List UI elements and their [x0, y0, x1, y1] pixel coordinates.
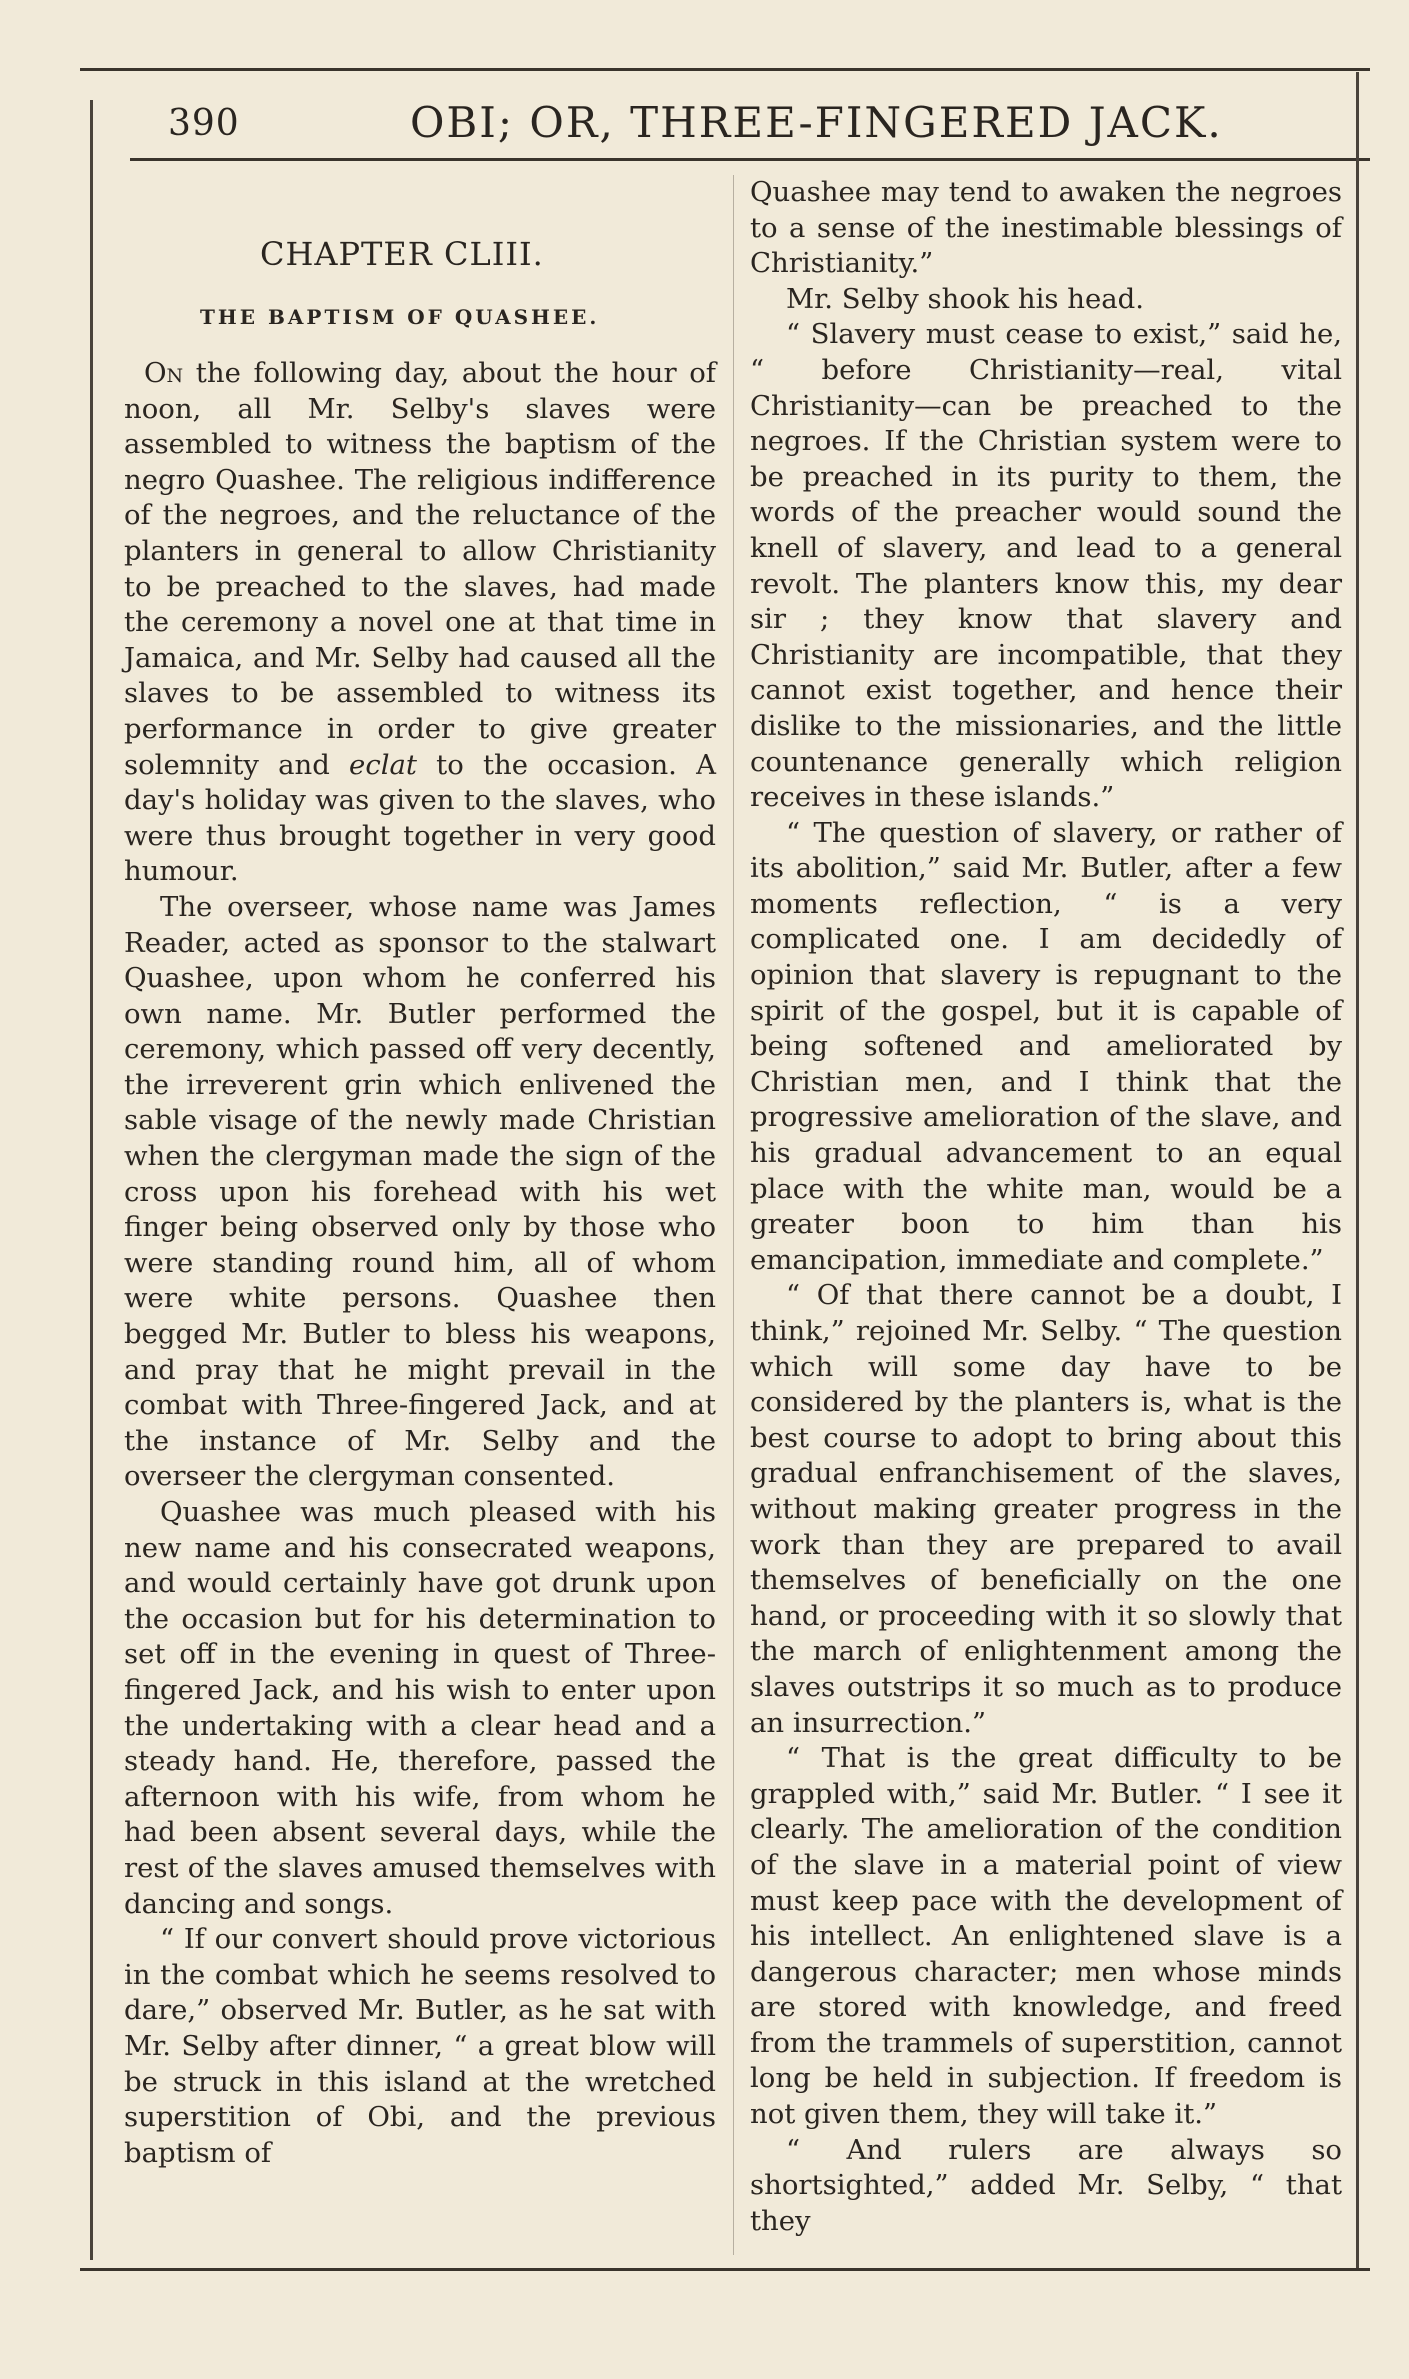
- italic-word: eclat: [349, 748, 417, 781]
- right-border: [1356, 72, 1359, 2268]
- right-paragraph-4: “ The question of slavery, or rather of its abolition,” said Mr. Butler, after a few moments reflection, “ is a very complicated one. I am decidedly of opinion that slavery is repugnant to the spirit of the gospel, but it is capable of being softened and ameliorated by Christian men, and I think that the progressive amelioration of the slave, and his gradual advancement to an equal place with the white man, would be a greater boon to him than his emancipation, immediate and complete.”: [750, 816, 1342, 1276]
- right-paragraph-2: Mr. Selby shook his head.: [786, 282, 1144, 315]
- right-paragraph-5: “ Of that there cannot be a doubt, I think,” rejoined Mr. Selby. “ The question which will some day have to be considered by the planters is, what is the best course to adopt to bring about this gradual enfranchisement of the slaves, without making greater progress in the work than they are prepared to avail themselves of beneficially on the one hand, or proceeding with it so slowly that the march of enlightenment among the slaves outstrips it so much as to produce an insurrection.”: [750, 1279, 1342, 1739]
- bottom-rule: [80, 2268, 1370, 2271]
- left-paragraph-1-text: the following day, about the hour of noon, all Mr. Selby's slaves were assembled to witness the baptism of the negro Quashee. The religious indifference of the negroes, and the reluctance of the planters in general to allow Christianity to be preached to the slaves, had made the ceremony a novel one at that time in Jamaica, and Mr. Selby had caused all the slaves to be assembled to witness its performance in order to give greater solemnity and: [124, 357, 716, 781]
- paragraph-initial: On: [144, 357, 184, 389]
- left-paragraph-1: [124, 356, 716, 890]
- running-title: OBI; OR, THREE-FINGERED JACK.: [410, 98, 1223, 147]
- left-column: [124, 356, 716, 2171]
- right-paragraph-1: Quashee may tend to awaken the negroes to a sense of the inestimable blessings of Christianity.”: [750, 176, 1342, 280]
- right-paragraph-7: “ And rulers are always so shortsighted,” added Mr. Selby, “ that they: [750, 2133, 1342, 2237]
- right-column: [750, 175, 1342, 2239]
- right-paragraph-6: “ That is the great difficulty to be grappled with,” said Mr. Butler. “ I see it clearly. The amelioration of the condition of the slave in a material point of view must keep pace with the development of his intellect. An enlightened slave is a dangerous character; men whose minds are stored with knowledge, and freed from the trammels of superstition, cannot long be held in subjection. If freedom is not given them, they will take it.”: [750, 1742, 1342, 2131]
- left-border: [90, 100, 93, 2260]
- left-paragraph-2: The overseer, whose name was James Reader, acted as sponsor to the stalwart Quashee, upon whom he conferred his own name. Mr. Butler performed the ceremony, which passed off very decently, the irreverent grin which enlivened the sable visage of the newly made Christian when the clergyman made the sign of the cross upon his forehead with his wet finger being observed only by those who were standing round him, all of whom were white persons. Quashee then begged Mr. Butler to bless his weapons, and pray that he might prevail in the combat with Three-fingered Jack, and at the instance of Mr. Selby and the overseer the clergyman consented.: [124, 890, 716, 1493]
- chapter-subtitle: THE BAPTISM OF QUASHEE.: [200, 305, 600, 329]
- top-rule: [80, 68, 1370, 71]
- header-rule: [130, 158, 1370, 161]
- left-paragraph-3: Quashee was much pleased with his new name and his consecrated weapons, and would certainly have got drunk upon the occasion but for his determination to set off in the evening in quest of Three-fingered Jack, and his wish to enter upon the undertaking with a clear head and a steady hand. He, therefore, passed the afternoon with his wife, from whom he had been absent several days, while the rest of the slaves amused themselves with dancing and songs.: [124, 1496, 716, 1920]
- right-paragraph-3: “ Slavery must cease to exist,” said he, “ before Christianity—real, vital Christianity—can be preached to the negroes. If the Christian system were to be preached in its purity to them, the words of the preacher would sound the knell of slavery, and lead to a general revolt. The planters know this, my dear sir ; they know that slavery and Christianity are incompatible, that they cannot exist together, and hence their dislike to the missionaries, and the little countenance generally which religion receives in these islands.”: [750, 318, 1342, 814]
- chapter-heading: CHAPTER CLIII.: [260, 235, 544, 273]
- left-paragraph-1-end: to the occasion. A day's holiday was given to the slaves, who were thus brought together in very good humour.: [124, 748, 716, 888]
- left-paragraph-4: “ If our convert should prove victorious in the combat which he seems resolved to dare,” observed Mr. Butler, as he sat with Mr. Selby after dinner, “ a great blow will be struck in this island at the wretched superstition of Obi, and the previous baptism of: [124, 1923, 716, 2169]
- column-divider: [733, 175, 734, 2255]
- page-number: 390: [168, 103, 240, 144]
